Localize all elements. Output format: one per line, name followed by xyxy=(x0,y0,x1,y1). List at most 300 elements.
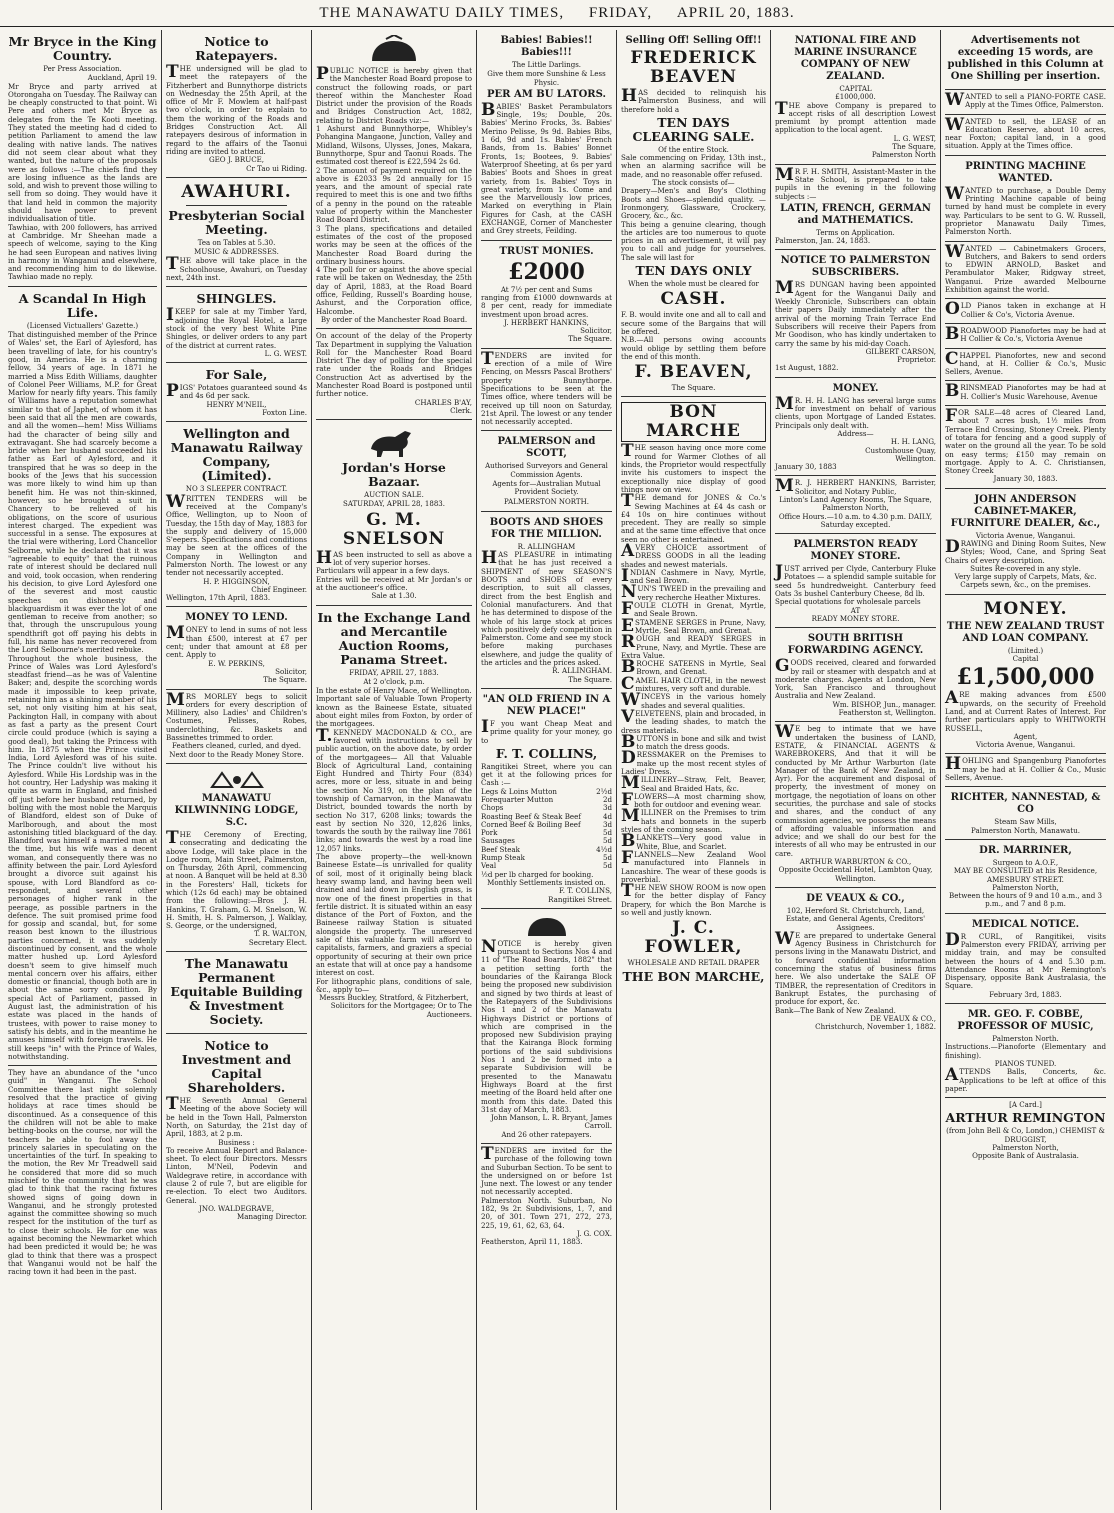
delay-title: Clerk. xyxy=(450,405,472,415)
presbyterian-headline: Presbyterian Social Meeting. xyxy=(168,207,305,237)
subscribers-body: MRS DUNGAN having been appointed Agent for the Wanganui Daily and Weekly Chronicle, Subscribers can obtain their papers Daily immediately after the arrival of the morning Train Terrace End Subscribers will receive their Papers from Mr Goodison, who has kindly undertaken to carry the same by his mid-day Coach. xyxy=(775,278,936,348)
curl-body: DR CURL, of Rangitikei, visits Palmerston every FRIDAY, arriving per midday train, and may be consulted between the hours of 4 and 5.30 p.m. Attendance Rooms at Mr Remington's Dispensary, opposite Bank Australasia, the Square. xyxy=(945,929,1106,991)
royal-crest-icon xyxy=(522,914,572,938)
tenders-body: TENDERS are invited for erection of a mile of Wire Fencing, on Messrs Pascal Brothers' property Bunnythorpe. Specifications to be seen at the Times office, where tenders will be received up till noon on Saturday, 21st April. The lowest or any tender not necessarily accepted. xyxy=(481,348,612,427)
bryce-assoc: Per Press Association. xyxy=(43,65,122,73)
forwarding-place: Featherston st, Wellington. xyxy=(838,708,936,718)
smith-ad xyxy=(775,165,936,251)
nz-trust-headline: THE NEW ZEALAND TRUST AND LOAN COMPANY. xyxy=(946,620,1105,644)
business-sign: JNO. WALDEGRAVE, xyxy=(199,1203,274,1213)
presbyterian-music: MUSIC & ADDRESSES. xyxy=(194,248,279,257)
bazaar-date: SATURDAY, APRIL 28, 1883. xyxy=(343,500,445,509)
lodge-title: Secretary Elect. xyxy=(248,937,307,947)
exchange-time: At 2 o'clock, p.m. xyxy=(363,677,425,686)
lang-sign: H. H. LANG, xyxy=(890,437,936,447)
bon-item: WINCEYS in the various homely shades and several qualities. xyxy=(621,690,766,711)
de-veaux-sign: DE VEAUX & CO., xyxy=(870,1013,936,1023)
hankins-ad xyxy=(775,476,936,534)
delay-notice xyxy=(316,329,472,420)
warburton-sign: ARTHUR WARBURTON & CO., xyxy=(799,857,912,867)
ready-money-headline: PALMERSTON READY MONEY STORE. xyxy=(793,539,918,563)
fowler-shop: THE BON MARCHE, xyxy=(622,968,765,984)
tenders-2-body: TENDERS are invited for the purchase of the following town and Suburban Section. To be sent to the undersigned on or before 1st June next. The lowest or any tender not necessarily accepted. xyxy=(481,1143,612,1197)
masthead-title: THE MANAWATU DAILY TIMES, xyxy=(319,5,565,21)
column-1 xyxy=(4,30,162,1510)
collins-ad xyxy=(481,689,612,909)
babies-headline: Babies! Babies!! Babies!!! xyxy=(500,35,593,58)
for-sale-sign: HENRY M'NEIL, xyxy=(206,399,267,409)
lang-money-headline: MONEY. xyxy=(832,382,879,394)
forwarding-sign: Wm. BISHOP, Jun., manager. xyxy=(832,699,936,709)
collins-name: F. T. COLLINS, xyxy=(495,745,598,761)
nz-trust-ad xyxy=(945,595,1106,755)
nz-trust-agent: Agent, xyxy=(1013,731,1038,741)
price-item: Beef Steak xyxy=(481,844,520,854)
for-sale-headline: For Sale, xyxy=(205,367,268,383)
palmerson-agents: Agents for—Australian Mutual Provident Society. xyxy=(492,479,601,497)
bon-item: CAMEL HAIR CLOTH, in the newest mixtures, very soft and durable. xyxy=(621,673,766,694)
price-item: Veal xyxy=(481,861,497,871)
lodge-headline: MANAWATU KILWINNING LODGE, S.C. xyxy=(174,792,299,828)
lang-body: MR. H. H. LANG has several large sums for investment on behalf of various clients, upon Mortgage of Landed Estates. Principals only dealt with. xyxy=(775,393,936,430)
trust-monies-ad xyxy=(481,241,612,349)
beaven-place: The Square. xyxy=(671,383,716,393)
trust-body: ranging from £1000 downwards at 8 per cent, ready for immediate investment upon broad acres. xyxy=(481,292,612,319)
fowler-headline: J. C. FOWLER, xyxy=(644,918,743,958)
railway-body: WRITTEN TENDERS will be received at the Company's Office, Wellington, up to Noon of Tuesday, the 15th day of May, 1883 for the supply and delivery of 15,000 S'eepers. Specifications and conditions may be seen at the offices of the Company in Wellington and Palmerston North. The lowest or any tender not necessarily accepted. xyxy=(166,491,307,578)
friend-body: IF you want Cheap Meat and prime quality for your money, go to xyxy=(481,716,612,745)
lang-money-ad xyxy=(775,378,936,477)
trust-place: The Square. xyxy=(568,334,612,344)
lodge-sign: T. R. WALTON, xyxy=(254,929,307,939)
bon-item: MILLINERY—Straw, Felt, Beaver, Seal and Braided Hats, &c. xyxy=(621,773,766,794)
smith-subjects: LATIN, FRENCH, GERMAN and MATHEMATICS. xyxy=(780,202,931,226)
awahuri-notice xyxy=(166,178,307,287)
bon-item: THE NEW SHOW ROOM is now open for the better display of Fancy Drapery, for which the Bon Marche is so well and justly known. xyxy=(621,881,766,918)
cobbe-tuned: PIANOS TUNED. xyxy=(994,1058,1057,1068)
bryce-headline: Mr Bryce in the King Country. xyxy=(8,34,157,63)
anderson-ad xyxy=(945,489,1106,595)
collins-place: Rangitikei Street. xyxy=(548,894,612,904)
royal-crest-icon xyxy=(364,35,424,65)
exchange-body: In the estate of Henry Mace, of Wellington. xyxy=(316,686,472,696)
marriner-consult: MAY BE CONSULTED at his Residence, xyxy=(953,866,1098,876)
bon-item: FOULE CLOTH in Grenat, Myrtle, and Seale Brown. xyxy=(621,599,766,620)
ready-money-at: AT xyxy=(850,605,861,615)
cobbe-town: Palmerston North. xyxy=(992,1034,1059,1044)
printing-headline: PRINTING MACHINE WANTED. xyxy=(965,160,1086,184)
collins-note: ½d per lb charged for booking. xyxy=(481,869,594,879)
money-to-lend-place: The Square. xyxy=(263,675,307,685)
marriner-hours: Between the hours of 9 and 10 a.m., and 3 p.m., and 7 and 8 p.m. xyxy=(949,891,1102,909)
smith-date: Palmerston, Jan. 24, 1883. xyxy=(775,236,871,246)
lang-address: Address— xyxy=(837,428,874,438)
ten-days-body: Sale commencing on Friday, 13th inst., when an alarming sacrifice will be made, and no reasonable offer refused. xyxy=(621,153,766,179)
roads-item-1: 1 Ashurst and Bunnythorpe, Whibley's Pohangina Mangaone, Junction, Valley and Midland, Wilsons, Ulysses, Jones, Makara, Bunnythorpe, Spur and Taonui Roads. The estimated cost thereof is £22,594 2s 6d. xyxy=(316,124,472,167)
price-item: Roasting Beef & Steak Beef xyxy=(481,811,581,821)
kennedy-sign: Messrs Buckley, Stratford, & Fitzherbert, xyxy=(319,993,469,1003)
building-society-headline: The Manawatu Permanent Equitable Building & Investment Society. xyxy=(170,956,303,1028)
money-to-lend-sign: E. W. PERKINS, xyxy=(208,658,265,668)
cobbe-ad xyxy=(945,1004,1106,1098)
anderson-body: DRAWING and Dining Room Suites, New Styles; Wood, Cane, and Spring Seat Chairs of every description. xyxy=(945,536,1106,565)
cabinet-ad xyxy=(945,242,1106,300)
trust-headline: TRUST MONIES. xyxy=(499,245,594,257)
railway-headline: Wellington and Manawatu Railway Company, (Limited). xyxy=(170,426,303,484)
cash-body: F. B. would invite one and all to call and secure some of the Bargains that will be offered. xyxy=(621,310,766,336)
boots-body: HAS PLEASURE in intimating that he has just received a SHIPMENT of new SEASON'S BOOTS and SHOES of every description, to suit all classes, direct from the best English and Colonial manufacturers. And that he has determined to dispose of the whole of his large stock at prices which positively defy competition in Palmerston. Come and see my stock before making purchases elsewhere, and judge the quality of the articles and the prices asked. xyxy=(481,548,612,668)
kennedy-body: T.KENNEDY MACDONALD & CO., are favored with instructions to sell by public auction, on the above date, by order of the mortgagees— All that Valuable Block of Agricultural Land, containing Eight Hundred and Thirty Four (834) acres, more or less, situate in and being the section No 319, on the plan of the township of Carnarvon, in the Manawatu District, bounded towards the north by section No 317, 6208 links; towards the east by section No 320, 12,826 links, towards the south by the railway line 7861 links; and towards the west by a road line 12,057 links. xyxy=(316,725,472,853)
tenders-2-ad xyxy=(481,1144,612,1251)
delay-body: On account of the delay of the Property Tax Department in supplying the Valuation Roll for the Manchester Road Board District The day of polling for the special rate under the Roads and Bridges Construction Act as advertised by the Manchester Road Board is postponed until further notice. xyxy=(316,331,472,399)
for-sale-body: PIGS' Potatoes guaranteed sound 4s and 4s 6d per sack. xyxy=(166,381,307,402)
clearing-body: This being a genuine clearing, though the articles are too numerous to quote prices in an advertisement, it will pay you to call and judge for yourselves. The sale will last for xyxy=(621,219,766,262)
shingles-sign: L. G. WEST. xyxy=(264,348,307,358)
stock-items: Drapery—Men's and Boy's Clothing Boots and Shoes—splendid quality. —Ironmongery, Glassware, Crockery, Grocery, &c., &c. xyxy=(621,186,766,221)
nz-trust-capital: Capital xyxy=(1012,654,1039,664)
railway-ad xyxy=(166,422,307,607)
remington-body: (from John Bell & Co, London,) CHEMIST & DRUGGIST, xyxy=(946,1126,1105,1144)
snelson-body: HAS been instructed to sell as above a lot of very superior horses. xyxy=(316,547,472,568)
ratepayers-notice xyxy=(166,30,307,178)
column-7 xyxy=(941,30,1110,1510)
nfm-place: The Square, xyxy=(892,142,936,152)
de-veaux-body: WE are prepared to undertake General Agency Business in Christchurch for persons living in the Manawatu District, and to forward confidential information concerning the status of business firms here. We also undertake the SALE OF TIMBER, the representation of Creditors in Bankrupt Estates, the purchasing of produce for export, &c. xyxy=(775,928,936,1007)
scandal-body-1: That distinguished member of the Prince of Wales' set, the Earl of Aylesford, has been travelling of late, for his country's good, in America. He is a charming fellow, 34 years of age. In 1871 he married a Miss Edith Williams, daughter of Colonel Peer Williams, M.P. for Great Marlow for nearly fifty years. This family of Williams have a reputation somewhat similar to that of Japhet, of whom it has been said that all the men are cowards, and all the women—hem! Miss Williams had the character of being silly and extravagant. She had scarcely become a bride when her husband succeeded his father as Earl of Aylesford, and it transpired that he was so deep in the books of the Jews that his succession was more likely to wind him up than benefit him. He was not thin-skinned, however, so he brought a suit in Chancery to be relieved of his obligations, on the score of usurious interest charged. The expedient was successful in a sense. The exposures at the trial were withering, Lord Chancellor Selborne, while he declared that it was "agreeable to equity" that the ruinous rate of interest should be declared null and void, took occasion, when rendering his decision, to give Lord Aylesford one of the severest and most caustic speeches on dishonesty and blackguardism it was ever the lot of one gentleman to receive from another; so that, through the unscrupulous young spendthrift got off paying his debts in full, his name has never recovered from the Lord Selbourne's merited rebuke. xyxy=(8,330,157,655)
babies-ad xyxy=(481,30,612,241)
subscribers-headline: NOTICE TO PALMERSTON SUBSCRIBERS. xyxy=(780,255,931,279)
bon-item: FLANNELS—New Zealand Wool manufactured into Flannels in Lancashire. The wear of these goods is proverbial. xyxy=(621,847,766,884)
divider xyxy=(186,205,287,206)
babies-perambulators: PER AM BU LATORS. xyxy=(487,88,606,100)
horse-icon xyxy=(359,425,429,459)
delay-sign: CHARLES B'AY, xyxy=(414,397,472,407)
roads-item-4: 4 The poll for or against the above special rate will be taken on Wednesday, the 25th day of April, 1883, at the Road Board office, Feilding, Russell's Boarding house, Ashurst, and the Corporation office, Halcombe. xyxy=(316,265,472,316)
morley-feathers: Feathers cleaned, curled, and dyed. xyxy=(172,741,301,751)
lang-town: Wellington. xyxy=(895,453,936,463)
scandal-source: (Licensed Victuallers' Gazette.) xyxy=(26,321,139,330)
boots-sign: R. ALLINGHAM xyxy=(517,541,576,551)
price-value: 3d xyxy=(602,803,612,813)
marriner-town: Palmerston North, xyxy=(992,882,1059,892)
classified-item: WANTED to sell a PIANO-FORTE CASE. Apply at the Times Office, Palmerston. xyxy=(945,90,1106,110)
investment-body: THE Seventh Annual General Meeting of the above Society will be held in the Town Hall, Palmerston North, on Saturday, the 21st day of April, 1883, at 2 p.m. xyxy=(166,1094,307,1139)
boots-headline: BOOTS AND SHOES FOR THE MILLION. xyxy=(489,516,604,540)
cash-headline: CASH. xyxy=(660,289,727,310)
lodge-ad xyxy=(166,764,307,952)
land-for-sale-ad xyxy=(945,406,1106,489)
richter-place: Palmerston North, Manawatu. xyxy=(971,825,1080,835)
ten-days-headline: TEN DAYS CLEARING SALE. xyxy=(632,114,755,144)
bon-item: NUN'S TWEED in the prevailing and very recherche Heather Mixtures. xyxy=(621,582,766,603)
bon-item: ROUGH and READY SERGES in Prune, Navy, and Myrtle. These are Extra Value. xyxy=(621,632,766,660)
snelson-entries: Entries will be received at Mr Jordan's or at the auctioneer's office. xyxy=(316,574,472,592)
business-body: To receive Annual Report and Balance-sheet. To elect four Directors. Messrs Linton, M'Neil, Podevin and Waldegrave retire, in accordance with clause 2 of rule 7, but are eligible for re-election. To elect two Auditors. General. xyxy=(166,1145,307,1205)
price-value: 5d xyxy=(602,853,612,863)
hankins-body: MR. J. HERBERT HANKINS, Barrister, Solicitor, and Notary Public, xyxy=(775,476,936,497)
warburton-ad xyxy=(775,722,936,888)
ratepayers-title: Cr Tao ui Riding. xyxy=(246,163,307,173)
price-value: 3d xyxy=(602,819,612,829)
smith-body: MR F. H. SMITH, Assistant-Master in the State School, is prepared to take pupils in the evening in the following subjects :— xyxy=(775,164,936,201)
marriner-sub: Surgeon to A.O.F., xyxy=(992,857,1059,867)
bon-item: BLANKETS—Very good value in White, Blue, and Scarlet. xyxy=(621,831,766,852)
collins-monthly: Monthly Settlements insisted on. xyxy=(487,877,606,887)
bon-item: BUTTONS in bone and silk and twist to match the dress goods. xyxy=(621,731,766,752)
bon-item: BROCHE SATEENS in Myrtle, Seal Brown, and Grenat. xyxy=(621,657,766,678)
road-boards-body: NOTICE is hereby given pursuant to Sections Nos 4 and 11 of "The Road Boards, 1882" that a petition setting forth the boundaries of the Kairanga Block being the proposed new subdivision and signed by two thirds at least of the Ratepayers of the Subdivisions Nos 1 and 2 of the Manawatu Highways District or portions of which are comprised in the proposed new Subdivision praying that the Kairanga Block forming portions of the said subdivisions Nos 1 and 2 be formed into a separate Subdivision will be presented to the Manawatu Highways Board at the first meeting of the Board held after one month from this date. Dated this 31st day of March, 1883. xyxy=(481,936,612,1114)
card-label: [A Card.] xyxy=(1009,1100,1042,1110)
babies-body: BABIES' Basket Perambulators Single, 19s; Double, 20s. Babies' Merino Frocks, 3s. Babies' Merino Pelisse, 9s 9d. Babies Bibs, 1 6d, 9d and 1s. Babies' French Bands, from 1s. Babies' Bonnet Fronts, 1s; Bootees, 9. Babies' Waterproof Sheeting, at 6s per yard Babies' Boots and Shoes in great variety, from 1s. Babies' Toys in great variety, from 1s. Come and see the Marvellously low prices, Marked on everything in Plain Figures for Cash, at the CASH EXCHANGE, Corner of Manchester and Grey streets, Feilding. xyxy=(481,99,612,236)
bon-marche-body: THE season having once more come round for Warmer Clothes of all kinds, the Proprietor would respectfully invite his customers to inspect the exceptionally nice display of good things now on view. xyxy=(621,441,766,494)
hankins-place: Linton's Land Agency Rooms, The Square, Palmerston North, xyxy=(779,494,932,513)
nz-trust-limited: (Limited.) xyxy=(1007,645,1044,655)
medical-headline: MEDICAL NOTICE. xyxy=(971,918,1080,930)
nz-trust-body: ARE making advances from £500 upwards, on the security of Freehold Land, and at Current Rates of Interest. For further particulars apply to WHITWORTH RUSSELL, xyxy=(945,688,1106,733)
nz-trust-place: Victoria Avenue, Wanganui. xyxy=(975,740,1076,750)
ready-money-body: JUST arrived per Clyde, Canterbury Fluke Potatoes — a splendid sample suitable for seed 5s hundredweight. Canterbury feed Oats 3s bushel Canterbury Cheese, 8d lb. xyxy=(775,562,936,599)
marriner-headline: DR. MARRINER, xyxy=(979,844,1072,856)
bon-marche-headline: BON MARCHE xyxy=(621,402,766,442)
tenders-ad xyxy=(481,349,612,432)
shingles-ad xyxy=(166,287,307,363)
medical-notice-ad xyxy=(945,914,1106,1004)
ratepayers-headline: Notice to Ratepayers. xyxy=(195,34,278,63)
money-to-lend-headline: MONEY TO LEND. xyxy=(185,612,288,624)
cobbe-body: Instructions.—Pianoforte (Elementary and finishing). xyxy=(945,1042,1106,1060)
newspaper-columns xyxy=(4,30,1110,1510)
smith-terms: Terms on Application. xyxy=(816,227,895,237)
lang-date: January 30, 1883 xyxy=(775,462,837,472)
for-sale-ad xyxy=(166,363,307,422)
railway-title: Chief Engineer. xyxy=(251,584,307,594)
capital-amount: £1000,000. xyxy=(835,92,876,102)
stock-headline: The stock consists of— xyxy=(652,178,735,188)
price-item: Rump Steak xyxy=(481,853,525,863)
column-4 xyxy=(477,30,617,1510)
marriner-street: AMESBURY STREET. xyxy=(987,874,1064,884)
anderson-carpets: Very large supply of Carpets, Mats, &c. xyxy=(954,572,1097,582)
price-item: Corned Beef & Boiling Beef xyxy=(481,819,581,829)
awahuri-headline: AWAHURI. xyxy=(181,181,292,202)
subscribers-sign: GILBERT CARSON, xyxy=(865,346,936,356)
classified-lease xyxy=(945,115,1106,156)
capital-label: CAPITAL xyxy=(839,84,872,93)
price-value: 5d xyxy=(602,828,612,838)
collins-sign: F. T. COLLINS, xyxy=(558,886,612,896)
piano-ad xyxy=(945,381,1106,406)
boots-place: The Square. xyxy=(568,674,612,684)
subscribers-title: Proprietor. xyxy=(897,355,936,365)
anderson-recovered: Suites Re-covered in any style. xyxy=(970,563,1081,573)
trust-title: Solicitor, xyxy=(580,326,612,336)
hohling-body: HOHLING and Spangenburg Pianofortes may be had at H. Collier & Co., Music Sellers, Avenue. xyxy=(945,754,1106,783)
bryce-article xyxy=(8,30,157,287)
presbyterian-body: THE above will take place in the Schoolhouse, Awahuri, on Tuesday next, 24th inst. xyxy=(166,254,307,283)
shingles-body: IKEEP for sale at my Timber Yard, adjoining the Royal Hotel, a large stock of the very best White Pine Shingles, or deliver orders to any part of the district at current rates. xyxy=(166,305,307,350)
masonic-emblem-icon xyxy=(202,769,272,791)
bryce-body-1: Mr Bryce and party arrived at Otorongaha on Tuesday. The Railway can be cheaply constructed to that point. Wi Pere and others met Mr Bryce as delegates from the Te Kooti meeting. They stated the meeting had d cided to petition Parliament to amend the law dealing with native lands. The natives did not seem clear about what they wanted, but the nature of the proposals were as follows :—The chiefs find they are losing influence as the lands are sold, and wish to prevent those willing to sell from so doing. They would have it that land held in common the majority should have power to prevent individualisation of title. xyxy=(8,81,157,224)
column-6 xyxy=(771,30,941,1510)
price-item: Forequarter Mutton xyxy=(481,795,554,804)
money-to-lend-ad xyxy=(166,607,307,689)
kennedy-title: Solicitors for the Mortgagee; Or to The Auctioneers. xyxy=(330,1001,472,1019)
de-veaux-bank: Bank—The Bank of New Zealand. xyxy=(775,1005,896,1015)
scandal-body-2: Throughout the whole business, the Prince of Wales was Lord Aylesford's steadfast friend—as he was of Valentine Baker; and, despite the scorching words made it impossible to keep private, retaining him as a shining member of his set, not only visiting him at his seat, Packington Hall, in company with about as fast a party as the present Court circle could produce (which is saying a good deal), but taking the Princess with him. In 1875 when the Prince visited India, Lord Aylesford was of his suite. The Prince couldn't live without his Aylesford. While His Lordship was in the hot country, Her Ladyship was making it quite as warm in England, and finished off just before her husband returned, by bolting with the most noble the Marquis of Blandford, eldest son of Duke of Marlborough, and about the most astonishing titled blackguard of the day. Blandford was himself a married man at the time, but his wife was a decent woman, and consequently there was no affinity between the pair. Lord Aylesford brought a divorce suit against his spouse, with Lord Blandford as co-respondent, and several other personages of higher rank in the peerage, as possible partners in the defence. The suit promised prime food for gossip and scandal, but, for some reason best known to the illustrious parties concerned, it was suddenly discontinued by consent, and the whole matter hushed up. Lord Aylesford doesn't seem to give himself much mental concern over his affairs, either domestic or financial, though both are in about the same sorry condition. By special Act of Parliament, passed in August last, the administration of his estate was placed in the hands of trustees, with power to raise money to satisfy his debts, and in the meantime he amuses himself with foreign travels. He still keeps "in" with the Prince of Wales, notwithstanding. xyxy=(8,653,157,1061)
anderson-sewn: Carpets sewn, &c., on the premises. xyxy=(960,580,1091,590)
morley-next: Next door to the Ready Money Store. xyxy=(169,749,304,759)
roads-item-2: 2 The amount of payment required on the above is £2033 9s 2d annually for 15 years, and the amount of special rate required to meet this is one and two fifths of a penny in the pound on the rateable value of property within the Manchester Road Board District. xyxy=(316,165,472,225)
masthead-date: APRIL 20, 1883. xyxy=(676,5,795,21)
subscribers-date: 1st August, 1882. xyxy=(775,363,839,373)
price-value: 2½d xyxy=(596,786,612,796)
palmerson-sub: Authorised Surveyors and General Commission Agents. xyxy=(485,462,608,479)
piano-item: BROADWOOD Pianofortes may be had at H Collier & Co.'s, Victoria Avenue xyxy=(945,323,1106,344)
investment-notice xyxy=(166,1034,307,1225)
printing-machine-ad xyxy=(945,156,1106,242)
exchange-date: FRIDAY, APRIL 27, 1883. xyxy=(349,668,439,677)
forwarding-headline: SOUTH BRITISH FORWARDING AGENCY. xyxy=(787,633,924,657)
land-for-sale-body: FOR SALE—48 acres of Cleared Land, about 7 acres bush, 1½ miles from Terrace End Crossing, Stoney Creek. Plenty of totara for fencing and a good supply of water on the ground all the year. To be sold on easy terms; £150 may remain on mortgage. Apply to A. C. Christiansen, Stoney Creek xyxy=(945,406,1106,476)
tenders-2-list: Palmerston North. Suburban, No 182, 9s 2r. Subdivisions, 1, 7, and 20, of 301. Town 271, 272, 273, 225, 19, 61, 62, 63, 64. xyxy=(481,1195,612,1230)
cobbe-headline: MR. GEO. F. COBBE, PROFESSOR OF MUSIC, xyxy=(957,1009,1094,1033)
trust-sign: J. HERBERT HANKINS, xyxy=(504,317,589,327)
palmerson-headline: PALMERSON and SCOTT, xyxy=(497,436,596,460)
de-veaux-address: 102, Hereford St. Christchurch, Land, Estate, and General Agents, Creditors' Assignees. xyxy=(785,905,926,932)
fowler-sub: WHOLESALE AND RETAIL DRAPER xyxy=(627,958,760,968)
price-item: Sausages xyxy=(481,836,515,846)
nz-trust-amount: £1,500,000 xyxy=(956,664,1095,691)
road-boards-notice xyxy=(481,909,612,1144)
price-item: Pork xyxy=(481,828,498,838)
tenders-2-date: Featherston, April 11, 1883. xyxy=(481,1237,583,1247)
ten-days-sub: Of the entire Stock. xyxy=(658,144,729,154)
beaven-headline: FREDERICK BEAVEN xyxy=(630,48,757,87)
collins-body: Rangitikei Street, where you can get it at the following prices for Cash :— xyxy=(481,761,612,788)
de-veaux-headline: DE VEAUX & CO., xyxy=(806,892,905,904)
nz-trust-money: MONEY. xyxy=(983,598,1068,619)
babies-sub: The Little Darlings. xyxy=(511,61,582,69)
trust-rate: At 7½ per cent and Sums xyxy=(500,284,593,294)
ready-money-store: READY MONEY STORE. xyxy=(811,613,900,623)
hankins-hours: Office Hours.—10 a.m. to 4.30 p.m. DAILY, Saturday excepted. xyxy=(778,511,933,529)
classified-piano-case xyxy=(945,90,1106,115)
bon-item: THE demand for JONES & Co.'s Sewing Machines at £4 4s cash or £4 10s on hire continues without precedent. They are really so simple and at the same time effective that once seen no other is entertained. xyxy=(621,491,766,544)
price-row xyxy=(481,854,612,862)
presbyterian-tea: Tea on Tables at 5.30. xyxy=(197,238,276,247)
railway-sign: H. P. HIGGINSON, xyxy=(203,576,270,586)
boots-sign-2: R. ALLINGHAM. xyxy=(552,666,612,676)
richter-mill: Steam Saw Mills, xyxy=(994,817,1057,827)
cabinet-body: WANTED — Cabinetmakers Grocers, Butchers, and Bakers to send orders to EDWIN ARNOLD, Basket and Perambulator Maker, Ridgway street, Wanganui. Prize awarded Melbourne Exhibition against the world. xyxy=(945,241,1106,295)
scandal-headline: A Scandal In High Life. xyxy=(18,290,147,320)
public-notice-body: PUBLIC NOTICE is hereby given that the Manchester Road Board propose to construct the following roads, or part thereof within the Manchester Road District under the provision of the Roads and Bridges Construction Act, 1882, relating to District Roads viz:— xyxy=(316,64,472,125)
wanganui-body: They have an abundance of the "unco guid" in Wanganui. The School Committee there last night solemnly resolved that the practice of giving holidays at race times should be discontinued. As a consequence of this the children will not be able to make betting-books on the course, nor will the teachers be able to fool away the princely salaries in speculating on the uncertainties of the turf. In speaking to the motion, the Rev Mr Treadwell said he considered that more did so much mischief to the community that he was glad to think that the racing fixtures showed signs of going down in Wanganui, and he strongly protested against the committee showing so much respect for the institution of the turf as to close their schools. He for one was against becoming the Newmarket which had been predicted it would be; he was glad to think that there was a prospect that Wanganui would not be half the racing town it had been in the past. xyxy=(8,1068,157,1277)
bon-item: ESTAMENE SERGES in Prune, Navy, Myrtle, Seal Brown, and Grenat. xyxy=(621,615,766,636)
column-2 xyxy=(162,30,312,1510)
bon-item: MILLINER on the Premises to trim hats and bonnets in the superb styles of the coming season. xyxy=(621,806,766,835)
piano-ad xyxy=(945,299,1106,324)
hohling-ad xyxy=(945,754,1106,787)
nfm-headline: NATIONAL FIRE AND MARINE INSURANCE COMPANY OF NEW ZEALAND. xyxy=(794,35,917,82)
exchange-headline: In the Exchange Land and Mercantile Auction Rooms, Panama Street. xyxy=(317,609,471,667)
road-boards-others: And 26 other ratepayers. xyxy=(501,1129,592,1139)
bon-item: DRESSMAKER on the Premises to make up the most recent styles of Ladies' Dress. xyxy=(621,748,766,776)
money-to-lend-body: MONEY to lend in sums of not less than £500, interest at £7 per cent; under that amount at £8 per cent. Apply to xyxy=(166,623,307,660)
roads-order: By order of the Manchester Road Board. xyxy=(320,314,468,324)
ratepayers-sign: GEO J. BRUCE, xyxy=(208,155,265,165)
bryce-body-2: Tawhiao, with 200 followers, has arrived at Cambridge. Mr Sheehan made a speech of welcome, saying to the King he had seen European and natives living in harmony in Wanganui and elsewhere, and recommending him to do likewise. Tawhiao made no reply. xyxy=(8,222,157,282)
business-title: Managing Director. xyxy=(237,1212,307,1222)
snelson-name: G. M. SNELSON xyxy=(342,509,446,549)
ready-money-ad xyxy=(775,534,936,628)
friend-headline: "AN OLD FRIEND IN A NEW PLACE!" xyxy=(482,693,611,717)
anderson-place: Victoria Avenue, Wanganui. xyxy=(975,530,1076,540)
money-to-lend-title: Solicitor, xyxy=(275,666,307,676)
price-item: Chops xyxy=(481,803,504,813)
remington-headline: ARTHUR REMINGTON xyxy=(945,1110,1106,1126)
kennedy-body-2: The above property—the well-known Baineese Estate—is unrivalled for quality of soil, most of it originally being black heavy swamp land, and having been well drained and laid down in English grass, is now one of the finest properties in that fertile district. It is situated within an easy distance of the Port of Foxton, and the Baineese railway Station is situated alongside the property. The unreserved sale of this valuable farm will afford to capitalists, farmers, and graziers a special opportunity of securing at their own price an estate that will at once pay a handsome interest on cost. xyxy=(316,852,472,978)
palmerson-place: PALMERSTON NORTH. xyxy=(504,497,589,506)
business-headline: Business : xyxy=(218,1137,255,1147)
public-notice xyxy=(316,30,472,329)
piano-ad xyxy=(945,349,1106,382)
forwarding-body: GOODS received, cleared and forwarded by rail or steamer with despatch and at moderate charges. Agents at London, New York, San Francisco and throughout Australia and New Zealand. xyxy=(775,656,936,701)
snelson-particulars: Particulars will appear in a few days. xyxy=(316,566,450,576)
price-list xyxy=(481,788,612,871)
horse-bazaar-ad xyxy=(316,420,472,605)
bazaar-headline: Jordan's Horse Bazaar. xyxy=(342,460,446,490)
beaven-sign: F. BEAVEN, xyxy=(634,362,753,383)
remington-ad xyxy=(945,1098,1106,1164)
morley-ad xyxy=(166,690,307,764)
lang-place: Customhouse Quay, xyxy=(865,445,936,455)
richter-ad xyxy=(945,787,1106,840)
exchange-auction-ad xyxy=(316,606,472,1023)
building-society-ad xyxy=(166,952,307,1034)
column-5 xyxy=(617,30,771,1510)
babies-give: Give them more Sunshine & Less Physic. xyxy=(487,70,606,87)
column-3 xyxy=(312,30,477,1510)
ten-days-only: TEN DAYS ONLY xyxy=(635,263,752,279)
nfm-sign: L. G. WEST, xyxy=(893,133,936,143)
classified-item: WANTED to sell, the LEASE of an Education Reserve, about 10 acres, near Foxton; capital land, in a good situation. Apply at the Times office. xyxy=(945,114,1106,151)
de-veaux-date: Christchurch, November 1, 1882. xyxy=(815,1022,936,1032)
warburton-place: Opposite Occidental Hotel, Lambton Quay, Wellington. xyxy=(778,865,933,883)
marriner-ad xyxy=(945,840,1106,914)
curl-date: February 3rd, 1883. xyxy=(989,989,1062,999)
piano-item: OLD Pianos taken in exchange at H Collier & Co's, Victoria Avenue. xyxy=(945,299,1106,320)
price-item: Legs & Loins Mutton xyxy=(481,786,558,796)
piano-ad xyxy=(945,324,1106,349)
national-fire-ad xyxy=(775,30,936,165)
land-for-sale-date: January 30, 1883. xyxy=(993,474,1058,484)
price-row xyxy=(481,821,612,829)
ready-money-special: Special quotations for wholesale parcels xyxy=(775,597,921,607)
shingles-headline: SHINGLES. xyxy=(196,291,277,307)
masthead-day: FRIDAY, xyxy=(588,5,653,21)
warburton-body: WE beg to intimate that we have undertaken the business of LAND, ESTATE, & FINANCIAL AGENTS & WAREBROKERS, And that it will be conducted by Mr Arthur Warburton (late Manager of the Bank of New Zealand, in Ayr). For the acquirement and disposal of property, the investment of money on mortgage, the negotiation of loans on other securities, the purchase and sale of stocks and shares, and the conduct of any commission agencies, we possess the means of affording valuable information and advice; and we shall do our best for the interests of all who may be entrusted in our care. xyxy=(775,722,936,858)
cleared-for: When the whole must be cleared for xyxy=(628,279,759,289)
price-value: 5d xyxy=(602,836,612,846)
remington-town: Palmerston North, xyxy=(992,1143,1059,1153)
morley-body: MRS MORLEY begs to solicit orders for every description of Millinery, also Ladies' and Children's Costumes, Pelisses, Robes, underclothing, &c. Baskets and Bassinettes trimmed to order. xyxy=(166,689,307,743)
balls-body: ATTENDS Balls, Concerts, &c. Applications to be left at office of this paper. xyxy=(945,1065,1106,1093)
anderson-headline: JOHN ANDERSON CABINET-MAKER, FURNITURE DEALER, &c., xyxy=(950,493,1101,529)
price-value: 2d xyxy=(602,795,612,804)
investment-headline: Notice to Investment and Capital Shareholders. xyxy=(181,1038,292,1096)
price-value: 4½d xyxy=(596,844,612,854)
